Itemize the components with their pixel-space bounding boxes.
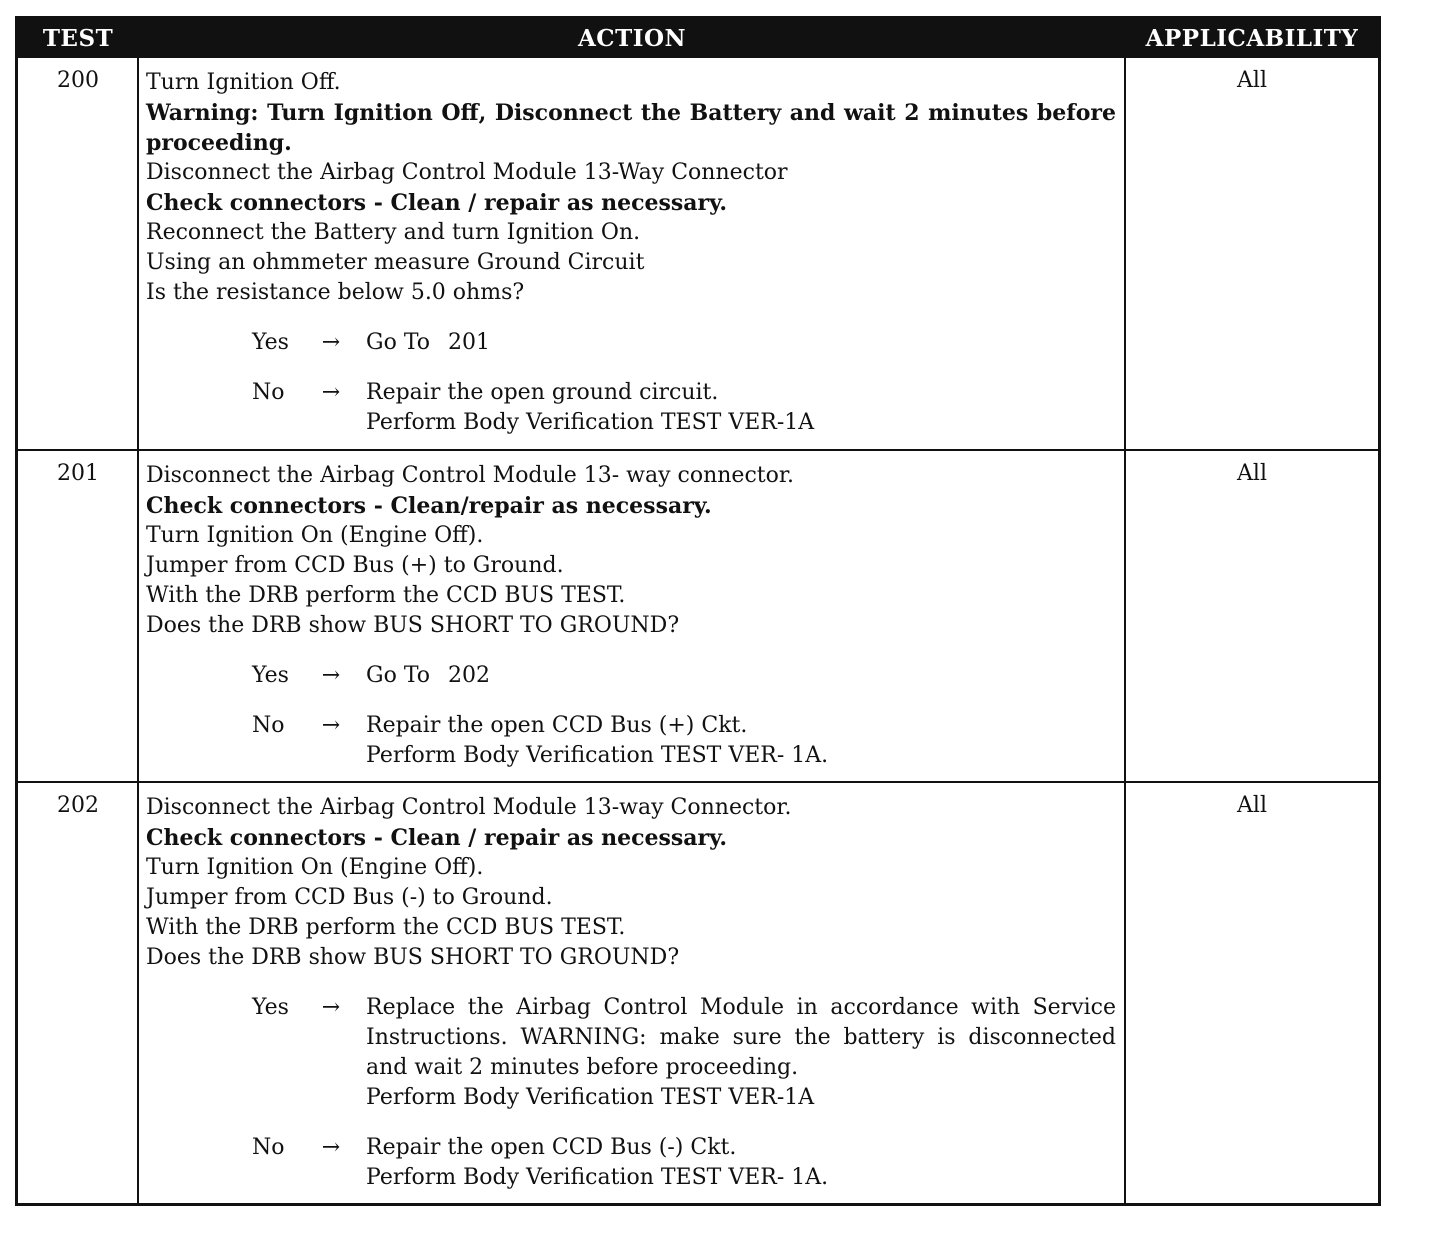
table-row — [18, 58, 1378, 451]
choice-no — [146, 1133, 1116, 1193]
choice-no — [146, 378, 1116, 438]
action-question: Does the DRB show BUS SHORT TO GROUND? — [146, 613, 680, 638]
choice-no-line: Repair the open CCD Bus (+) Ckt. — [366, 713, 748, 738]
action-step: With the DRB perform the CCD BUS TEST. — [146, 583, 626, 608]
action-step-bold: Check connectors - Clean/repair as necessary. — [146, 493, 712, 519]
action-step: Disconnect the Airbag Control Module 13- way connector. — [146, 463, 794, 488]
choice-no-label: No — [252, 380, 285, 405]
choice-yes — [146, 993, 1116, 1113]
applicability-value: All — [1237, 793, 1267, 818]
choice-no-line: Perform Body Verification TEST VER- 1A. — [366, 1165, 829, 1190]
test-number: 200 — [57, 68, 99, 93]
choice-yes — [146, 661, 1116, 691]
choice-yes-line: Replace the Airbag Control Module in accordance with Service Instructions. WARNING: make sure the battery is disconnected and wait 2 minutes before proceeding. — [366, 995, 1116, 1080]
choice-yes-line: Perform Body Verification TEST VER-1A — [366, 1085, 815, 1110]
choice-yes-label: Yes — [252, 663, 289, 688]
action-step: Turn Ignition On (Engine Off). — [146, 523, 484, 548]
table-header — [18, 19, 1378, 58]
action-step: Reconnect the Battery and turn Ignition On. — [146, 220, 641, 245]
right-arrow-icon: → — [321, 995, 341, 1020]
choices — [146, 661, 1116, 771]
choices — [146, 328, 1116, 438]
action-step: Jumper from CCD Bus (+) to Ground. — [146, 553, 564, 578]
action-question: Is the resistance below 5.0 ohms? — [146, 280, 525, 305]
choice-no-line: Perform Body Verification TEST VER- 1A. — [366, 743, 829, 768]
action-cell — [146, 68, 1116, 458]
choice-yes-label: Yes — [252, 330, 289, 355]
choice-no-label: No — [252, 713, 285, 738]
action-step: Disconnect the Airbag Control Module 13-way Connector. — [146, 795, 792, 820]
action-step: Using an ohmmeter measure Ground Circuit — [146, 250, 645, 275]
header-action: ACTION — [577, 25, 687, 52]
goto-number: 202 — [448, 663, 491, 688]
header-applicability: APPLICABILITY — [1145, 25, 1359, 52]
choice-yes-label: Yes — [252, 995, 289, 1020]
choices — [146, 993, 1116, 1193]
choice-no-label: No — [252, 1135, 285, 1160]
choice-no — [146, 711, 1116, 771]
goto-label: Go To — [366, 663, 431, 688]
header-test: TEST — [42, 25, 114, 52]
action-step: Turn Ignition On (Engine Off). — [146, 855, 484, 880]
choice-yes — [146, 328, 1116, 358]
choice-no-line: Perform Body Verification TEST VER-1A — [366, 410, 815, 435]
action-step: Jumper from CCD Bus (-) to Ground. — [146, 885, 553, 910]
right-arrow-icon: → — [321, 330, 341, 355]
right-arrow-icon: → — [321, 380, 341, 405]
action-question: Does the DRB show BUS SHORT TO GROUND? — [146, 945, 680, 970]
goto-number: 201 — [448, 330, 491, 355]
action-step-bold: Check connectors - Clean / repair as necessary. — [146, 190, 728, 216]
choice-no-line: Repair the open CCD Bus (-) Ckt. — [366, 1135, 737, 1160]
diagnostic-table — [15, 16, 1381, 1206]
action-step-bold: Check connectors - Clean / repair as necessary. — [146, 825, 728, 851]
applicability-value: All — [1237, 461, 1267, 486]
right-arrow-icon: → — [321, 663, 341, 688]
warning-text: Warning: Turn Ignition Off, Disconnect the Battery and wait 2 minutes before proceeding. — [146, 100, 1116, 156]
action-cell — [146, 793, 1116, 1213]
action-step: Disconnect the Airbag Control Module 13-Way Connector — [146, 160, 788, 185]
choice-no-line: Repair the open ground circuit. — [366, 380, 719, 405]
action-step: Turn Ignition Off. — [146, 70, 341, 95]
goto-label: Go To — [366, 330, 431, 355]
table-row — [18, 783, 1378, 1203]
right-arrow-icon: → — [321, 1135, 341, 1160]
action-step: With the DRB perform the CCD BUS TEST. — [146, 915, 626, 940]
applicability-value: All — [1237, 68, 1267, 93]
choice-yes-text — [366, 661, 1116, 691]
test-number: 201 — [57, 461, 99, 486]
right-arrow-icon: → — [321, 713, 341, 738]
table-row — [18, 451, 1378, 783]
test-number: 202 — [57, 793, 99, 818]
action-cell — [146, 461, 1116, 791]
choice-yes-text — [366, 328, 1116, 358]
